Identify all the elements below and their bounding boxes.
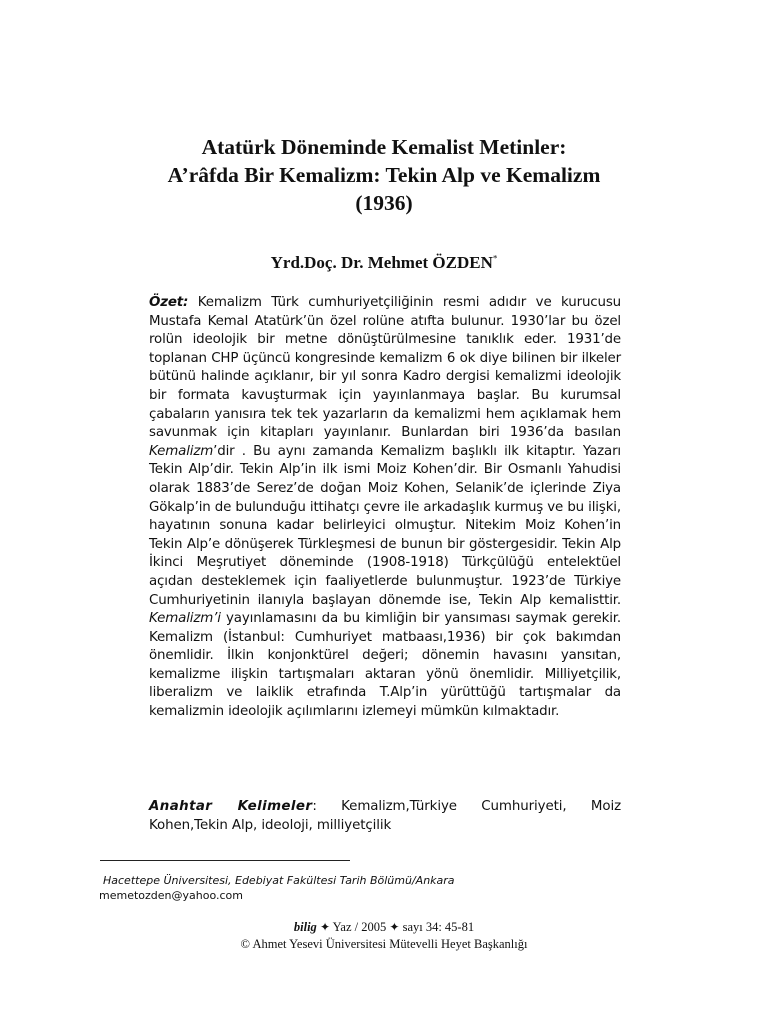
star-icon: ✦ [389, 920, 400, 934]
journal-footer [100, 919, 668, 952]
abstract-book-title-1: Kemalizm [149, 443, 214, 459]
journal-copyright: © Ahmet Yesevi Üniversitesi Mütevelli Heyet Başkanlığı [240, 936, 528, 951]
abstract-label: Özet: [149, 295, 189, 310]
author-footnote [99, 873, 455, 903]
abstract-text-1: Kemalizm Türk cumhuriyetçiliğinin resmi adıdır ve kurucusu Mustafa Kemal Atatürk’ün özel rolüne atıfta bulunur. 1930’lar bu özel rolün ideolojik bir metne dönüştürülmesine tanıklık eder. 1931’de toplanan CHP üçüncü kongresinde kemalizm 6 ok diye bilinen bir ilkeler bütünü halinde açıklanır, bir yıl sonra Kadro dergisi kemalizmi ideolojik bir formata kavuşturmak için yayınlanmaya başlar. Bu kurumsal çabaların yanısıra tek tek yazarların da kemalizmi hem açıklamak hem savunmak için kitapları yayınlanır. Bunlardan biri 1936’da basılan [149, 295, 621, 441]
abstract-text-3: yayınlamasını da bu kimliğin bir yansıması saymak gerekir. Kemalizm (İstanbul: Cumhuriyet matbaası,1936) bir çok bakımdan önemlidir. İlkin konjonktürel değeri; dönemin havasını yansıtan, kemalizme ilişkin tartışmaları aktaran yönü önemlidir. Milliyetçilik, liberalizm ve laiklik etrafında T.Alp’in yürüttüğü tartışmalar da kemalizmin ideolojik açılımlarını izlemeyi mümkün kılmaktadır. [149, 611, 621, 720]
keywords-label: Anahtar Kelimeler [149, 799, 313, 814]
footnote-divider [100, 860, 350, 861]
title-line-1: Atatürk Döneminde Kemalist Metinler: [201, 135, 567, 159]
abstract-text-2: ’dir . Bu aynı zamanda Kemalizm başlıklı ilk kitaptır. Yazarı Tekin Alp’dir. Tekin Alp’in ilk ismi Moiz Kohen’dir. Bir Osmanlı Yahudisi olarak 1883’de Serez’de doğan Moiz Kohen, Selanik’de içlerinde Ziya Gökalp’in de bulunduğu ittihatçı çevre ile arkadaşlık kurmuş ve bu ilişki, hayatının sonuna kadar belirleyici olmuştur. Nitekim Moiz Kohen’in Tekin Alp’e dönüşerek Türkleşmesi de bunun bir göstergesidir. Tekin Alp İkinci Meşrutiyet döneminde (1908-1918) Türkçülüğü entelektüel açıdan desteklemek için faaliyetlerde bulunmuştur. 1923’de Türkiye Cumhuriyetinin ilanıyla başlayan dönemde ise, Tekin Alp kemalisttir. [149, 443, 621, 608]
footnote-email: memetozden@yahoo.com [99, 889, 243, 902]
abstract-book-title-2: Kemalizm’i [149, 611, 221, 627]
journal-name: bilig [293, 920, 317, 934]
star-icon: ✦ [319, 920, 330, 934]
keywords-colon: : [312, 799, 317, 814]
journal-pages: sayı 34: 45-81 [399, 920, 475, 934]
journal-season: Yaz / 2005 [330, 920, 390, 934]
footnote-affiliation: Hacettepe Üniversitesi, Edebiyat Fakültesi Tarih Bölümü/Ankara [103, 874, 455, 887]
abstract-paragraph [149, 294, 621, 722]
keywords-paragraph [149, 797, 621, 836]
author-footnote-mark: * [492, 253, 498, 264]
author-name: Yrd.Doç. Dr. Mehmet ÖZDEN [270, 253, 493, 272]
keywords-text: Kemalizm,Türkiye Cumhuriyeti, Moiz Kohen,Tekin Alp, ideoloji, milliyetçilik [149, 799, 621, 834]
title-line-2: A’râfda Bir Kemalizm: Tekin Alp ve Kemalizm [167, 163, 601, 187]
article-title [100, 133, 668, 217]
author-line [100, 252, 668, 274]
journal-issue-line [100, 919, 668, 936]
title-line-3: (1936) [355, 191, 413, 215]
